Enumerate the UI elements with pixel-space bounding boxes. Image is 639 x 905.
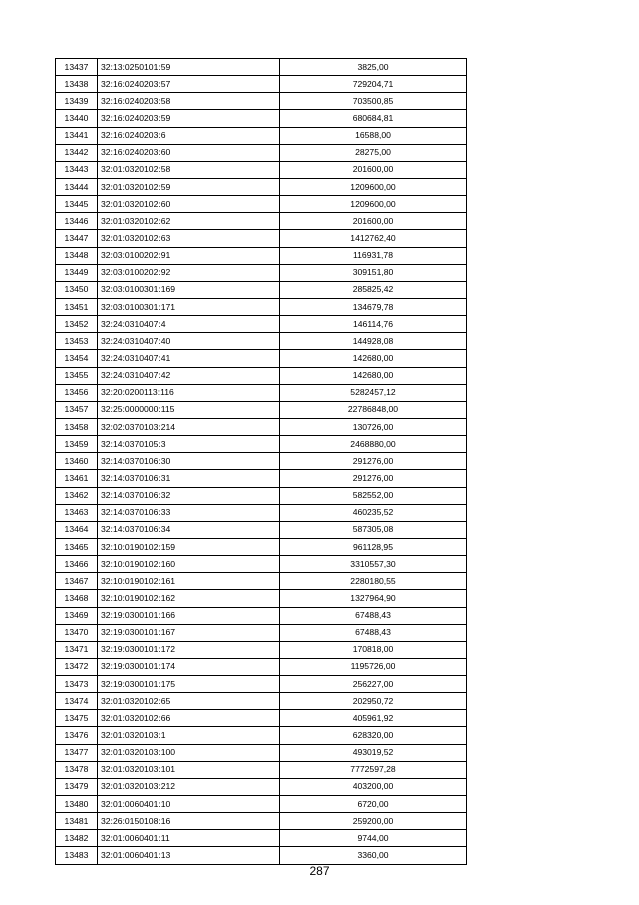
row-number-cell: 13453 — [56, 333, 98, 350]
value-cell: 9744,00 — [280, 830, 467, 847]
value-cell: 285825,42 — [280, 281, 467, 298]
table-row — [56, 538, 467, 555]
value-cell: 130726,00 — [280, 418, 467, 435]
cadastral-number-cell: 32:19:0300101:174 — [98, 658, 280, 675]
table-row — [56, 778, 467, 795]
row-number-cell: 13470 — [56, 624, 98, 641]
cadastral-number-cell: 32:14:0370106:30 — [98, 453, 280, 470]
table-row — [56, 110, 467, 127]
value-cell: 680684,81 — [280, 110, 467, 127]
table-row — [56, 436, 467, 453]
table-row — [56, 624, 467, 641]
value-cell: 142680,00 — [280, 350, 467, 367]
row-number-cell: 13439 — [56, 93, 98, 110]
row-number-cell: 13465 — [56, 538, 98, 555]
row-number-cell: 13437 — [56, 59, 98, 76]
cadastral-number-cell: 32:19:0300101:167 — [98, 624, 280, 641]
row-number-cell: 13447 — [56, 230, 98, 247]
row-number-cell: 13458 — [56, 418, 98, 435]
value-cell: 22786848,00 — [280, 401, 467, 418]
row-number-cell: 13477 — [56, 744, 98, 761]
cadastral-number-cell: 32:14:0370106:32 — [98, 487, 280, 504]
row-number-cell: 13452 — [56, 316, 98, 333]
cadastral-number-cell: 32:20:0200113:116 — [98, 384, 280, 401]
cadastral-number-cell: 32:26:0150108:16 — [98, 813, 280, 830]
row-number-cell: 13441 — [56, 127, 98, 144]
value-cell: 256227,00 — [280, 676, 467, 693]
row-number-cell: 13479 — [56, 778, 98, 795]
table-row — [56, 298, 467, 315]
table-row — [56, 607, 467, 624]
row-number-cell: 13445 — [56, 196, 98, 213]
row-number-cell: 13449 — [56, 264, 98, 281]
cadastral-number-cell: 32:10:0190102:159 — [98, 538, 280, 555]
cadastral-number-cell: 32:24:0310407:40 — [98, 333, 280, 350]
cadastral-number-cell: 32:01:0320102:65 — [98, 693, 280, 710]
table-row — [56, 693, 467, 710]
row-number-cell: 13472 — [56, 658, 98, 675]
cadastral-number-cell: 32:25:0000000:115 — [98, 401, 280, 418]
table-row — [56, 367, 467, 384]
value-cell: 201600,00 — [280, 161, 467, 178]
table-row — [56, 573, 467, 590]
row-number-cell: 13456 — [56, 384, 98, 401]
table-row — [56, 453, 467, 470]
value-cell: 6720,00 — [280, 796, 467, 813]
table-row — [56, 830, 467, 847]
row-number-cell: 13469 — [56, 607, 98, 624]
row-number-cell: 13446 — [56, 213, 98, 230]
cadastral-number-cell: 32:24:0310407:41 — [98, 350, 280, 367]
row-number-cell: 13473 — [56, 676, 98, 693]
value-cell: 291276,00 — [280, 453, 467, 470]
cadastral-number-cell: 32:10:0190102:160 — [98, 556, 280, 573]
row-number-cell: 13442 — [56, 144, 98, 161]
value-cell: 28275,00 — [280, 144, 467, 161]
value-cell: 146114,76 — [280, 316, 467, 333]
table-row — [56, 401, 467, 418]
row-number-cell: 13443 — [56, 161, 98, 178]
row-number-cell: 13448 — [56, 247, 98, 264]
value-cell: 134679,78 — [280, 298, 467, 315]
table-row — [56, 93, 467, 110]
row-number-cell: 13481 — [56, 813, 98, 830]
table-row — [56, 213, 467, 230]
cadastral-number-cell: 32:19:0300101:166 — [98, 607, 280, 624]
value-cell: 3360,00 — [280, 847, 467, 864]
table-row — [56, 521, 467, 538]
cadastral-number-cell: 32:24:0310407:42 — [98, 367, 280, 384]
value-cell: 67488,43 — [280, 624, 467, 641]
table-row — [56, 247, 467, 264]
table-row — [56, 727, 467, 744]
row-number-cell: 13474 — [56, 693, 98, 710]
row-number-cell: 13464 — [56, 521, 98, 538]
row-number-cell: 13471 — [56, 641, 98, 658]
value-cell: 309151,80 — [280, 264, 467, 281]
table-row — [56, 281, 467, 298]
cadastral-number-cell: 32:01:0320102:58 — [98, 161, 280, 178]
cadastral-value-table — [55, 58, 467, 865]
cadastral-number-cell: 32:01:0320102:62 — [98, 213, 280, 230]
table-row — [56, 556, 467, 573]
table-row — [56, 333, 467, 350]
value-cell: 291276,00 — [280, 470, 467, 487]
value-cell: 16588,00 — [280, 127, 467, 144]
cadastral-number-cell: 32:01:0320102:63 — [98, 230, 280, 247]
value-cell: 116931,78 — [280, 247, 467, 264]
cadastral-number-cell: 32:02:0370103:214 — [98, 418, 280, 435]
table-row — [56, 796, 467, 813]
cadastral-number-cell: 32:03:0100202:91 — [98, 247, 280, 264]
table-row — [56, 710, 467, 727]
cadastral-number-cell: 32:01:0060401:11 — [98, 830, 280, 847]
table-row — [56, 813, 467, 830]
table-row — [56, 76, 467, 93]
table-row — [56, 641, 467, 658]
cadastral-number-cell: 32:16:0240203:6 — [98, 127, 280, 144]
cadastral-number-cell: 32:01:0320103:100 — [98, 744, 280, 761]
value-cell: 582552,00 — [280, 487, 467, 504]
table-row — [56, 487, 467, 504]
value-cell: 493019,52 — [280, 744, 467, 761]
cadastral-number-cell: 32:19:0300101:172 — [98, 641, 280, 658]
row-number-cell: 13478 — [56, 761, 98, 778]
row-number-cell: 13483 — [56, 847, 98, 864]
value-cell: 67488,43 — [280, 607, 467, 624]
cadastral-number-cell: 32:01:0060401:10 — [98, 796, 280, 813]
value-cell: 403200,00 — [280, 778, 467, 795]
cadastral-number-cell: 32:16:0240203:59 — [98, 110, 280, 127]
table-row — [56, 178, 467, 195]
cadastral-number-cell: 32:14:0370106:31 — [98, 470, 280, 487]
value-cell: 1195726,00 — [280, 658, 467, 675]
row-number-cell: 13476 — [56, 727, 98, 744]
value-cell: 628320,00 — [280, 727, 467, 744]
cadastral-number-cell: 32:01:0320102:60 — [98, 196, 280, 213]
row-number-cell: 13482 — [56, 830, 98, 847]
row-number-cell: 13454 — [56, 350, 98, 367]
value-cell: 142680,00 — [280, 367, 467, 384]
cadastral-number-cell: 32:16:0240203:57 — [98, 76, 280, 93]
cadastral-number-cell: 32:24:0310407:4 — [98, 316, 280, 333]
table-row — [56, 316, 467, 333]
cadastral-number-cell: 32:03:0100301:171 — [98, 298, 280, 315]
table-row — [56, 196, 467, 213]
table-row — [56, 264, 467, 281]
value-cell: 1209600,00 — [280, 196, 467, 213]
row-number-cell: 13459 — [56, 436, 98, 453]
table-row — [56, 504, 467, 521]
cadastral-number-cell: 32:10:0190102:162 — [98, 590, 280, 607]
page-number: 287 — [309, 864, 330, 878]
row-number-cell: 13455 — [56, 367, 98, 384]
row-number-cell: 13451 — [56, 298, 98, 315]
row-number-cell: 13480 — [56, 796, 98, 813]
row-number-cell: 13460 — [56, 453, 98, 470]
cadastral-number-cell: 32:01:0320103:1 — [98, 727, 280, 744]
cadastral-number-cell: 32:01:0320103:212 — [98, 778, 280, 795]
value-cell: 587305,08 — [280, 521, 467, 538]
row-number-cell: 13462 — [56, 487, 98, 504]
row-number-cell: 13457 — [56, 401, 98, 418]
value-cell: 259200,00 — [280, 813, 467, 830]
value-cell: 202950,72 — [280, 693, 467, 710]
value-cell: 405961,92 — [280, 710, 467, 727]
table-row — [56, 470, 467, 487]
value-cell: 201600,00 — [280, 213, 467, 230]
table-row — [56, 847, 467, 864]
value-cell: 5282457,12 — [280, 384, 467, 401]
value-cell: 1412762,40 — [280, 230, 467, 247]
cadastral-number-cell: 32:14:0370105:3 — [98, 436, 280, 453]
table-row — [56, 590, 467, 607]
table-row — [56, 127, 467, 144]
row-number-cell: 13468 — [56, 590, 98, 607]
cadastral-number-cell: 32:01:0060401:13 — [98, 847, 280, 864]
cadastral-number-cell: 32:01:0320102:66 — [98, 710, 280, 727]
value-cell: 961128,95 — [280, 538, 467, 555]
table-row — [56, 350, 467, 367]
cadastral-number-cell: 32:03:0100202:92 — [98, 264, 280, 281]
value-cell: 7772597,28 — [280, 761, 467, 778]
value-cell: 144928,08 — [280, 333, 467, 350]
cadastral-number-cell: 32:01:0320102:59 — [98, 178, 280, 195]
cadastral-number-cell: 32:16:0240203:58 — [98, 93, 280, 110]
cadastral-number-cell: 32:14:0370106:34 — [98, 521, 280, 538]
value-cell: 3310557,30 — [280, 556, 467, 573]
value-cell: 170818,00 — [280, 641, 467, 658]
cadastral-number-cell: 32:13:0250101:59 — [98, 59, 280, 76]
cadastral-number-cell: 32:10:0190102:161 — [98, 573, 280, 590]
row-number-cell: 13463 — [56, 504, 98, 521]
row-number-cell: 13444 — [56, 178, 98, 195]
value-cell: 2280180,55 — [280, 573, 467, 590]
cadastral-number-cell: 32:01:0320103:101 — [98, 761, 280, 778]
table-row — [56, 59, 467, 76]
row-number-cell: 13466 — [56, 556, 98, 573]
cadastral-number-cell: 32:19:0300101:175 — [98, 676, 280, 693]
value-cell: 1209600,00 — [280, 178, 467, 195]
table-row — [56, 144, 467, 161]
row-number-cell: 13440 — [56, 110, 98, 127]
row-number-cell: 13467 — [56, 573, 98, 590]
table-row — [56, 230, 467, 247]
table-body — [56, 59, 467, 865]
table-row — [56, 676, 467, 693]
row-number-cell: 13461 — [56, 470, 98, 487]
cadastral-number-cell: 32:03:0100301:169 — [98, 281, 280, 298]
table-row — [56, 658, 467, 675]
cadastral-number-cell: 32:16:0240203:60 — [98, 144, 280, 161]
value-cell: 1327964,90 — [280, 590, 467, 607]
table-row — [56, 161, 467, 178]
cadastral-number-cell: 32:14:0370106:33 — [98, 504, 280, 521]
row-number-cell: 13438 — [56, 76, 98, 93]
row-number-cell: 13475 — [56, 710, 98, 727]
value-cell: 729204,71 — [280, 76, 467, 93]
value-cell: 460235,52 — [280, 504, 467, 521]
table-row — [56, 418, 467, 435]
row-number-cell: 13450 — [56, 281, 98, 298]
table-row — [56, 384, 467, 401]
value-cell: 2468880,00 — [280, 436, 467, 453]
value-cell: 3825,00 — [280, 59, 467, 76]
table-row — [56, 761, 467, 778]
table-row — [56, 744, 467, 761]
value-cell: 703500,85 — [280, 93, 467, 110]
